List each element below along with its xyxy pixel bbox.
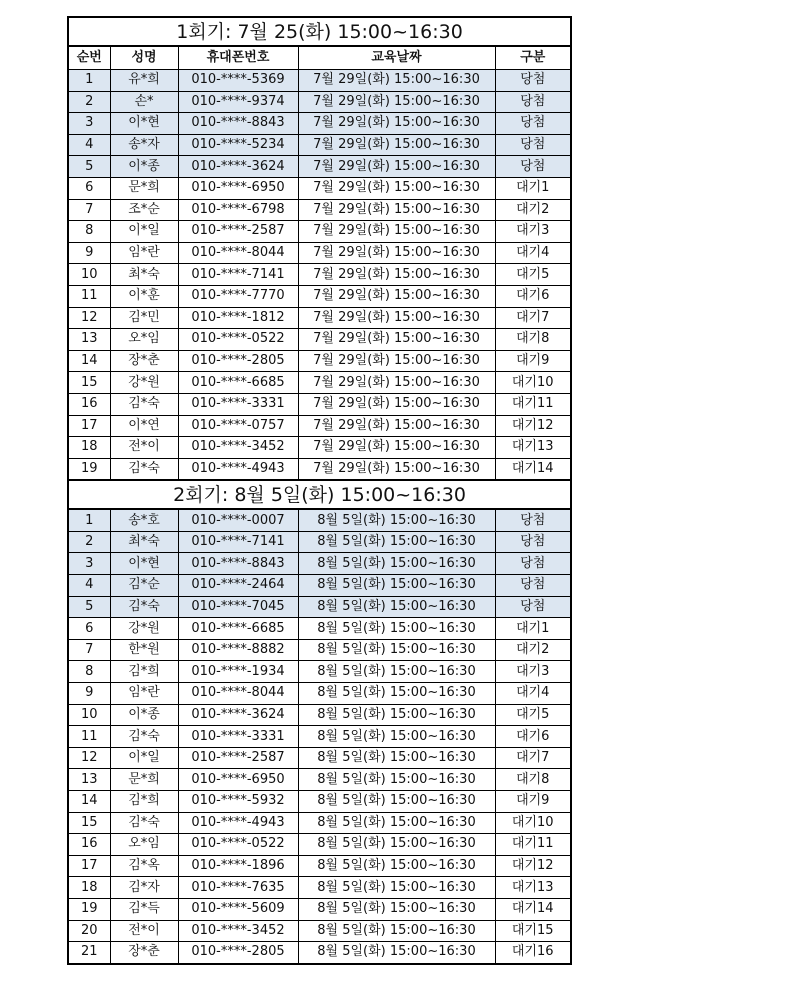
phone-cell: 010-****-8044 bbox=[178, 242, 298, 264]
status-cell: 대기12 bbox=[495, 415, 571, 437]
phone-cell: 010-****-7045 bbox=[178, 596, 298, 618]
row-number-cell: 19 bbox=[68, 458, 110, 480]
session-title: 2회기: 8월 5일(화) 15:00~16:30 bbox=[68, 480, 571, 509]
date-cell: 7월 29일(화) 15:00~16:30 bbox=[298, 437, 495, 459]
status-cell: 대기14 bbox=[495, 898, 571, 920]
row-number-cell: 16 bbox=[68, 834, 110, 856]
row-number-cell: 9 bbox=[68, 242, 110, 264]
status-cell: 당첨 bbox=[495, 113, 571, 135]
status-cell: 대기3 bbox=[495, 661, 571, 683]
phone-cell: 010-****-6685 bbox=[178, 618, 298, 640]
table-row bbox=[68, 372, 571, 394]
table-row bbox=[68, 177, 571, 199]
table-row bbox=[68, 91, 571, 113]
table-row bbox=[68, 393, 571, 415]
table-row bbox=[68, 437, 571, 459]
name-cell: 최*숙 bbox=[110, 531, 178, 553]
name-cell: 이*종 bbox=[110, 156, 178, 178]
date-cell: 7월 29일(화) 15:00~16:30 bbox=[298, 242, 495, 264]
date-cell: 8월 5일(화) 15:00~16:30 bbox=[298, 639, 495, 661]
phone-cell: 010-****-6950 bbox=[178, 177, 298, 199]
name-cell: 문*희 bbox=[110, 177, 178, 199]
table-row bbox=[68, 242, 571, 264]
status-cell: 대기11 bbox=[495, 834, 571, 856]
phone-cell: 010-****-0522 bbox=[178, 834, 298, 856]
row-number-cell: 6 bbox=[68, 177, 110, 199]
status-cell: 대기11 bbox=[495, 393, 571, 415]
session-title-row bbox=[68, 480, 571, 509]
table-row bbox=[68, 834, 571, 856]
status-cell: 당첨 bbox=[495, 134, 571, 156]
table-row bbox=[68, 769, 571, 791]
name-cell: 김*옥 bbox=[110, 855, 178, 877]
date-cell: 8월 5일(화) 15:00~16:30 bbox=[298, 834, 495, 856]
status-cell: 대기15 bbox=[495, 920, 571, 942]
date-cell: 7월 29일(화) 15:00~16:30 bbox=[298, 329, 495, 351]
name-cell: 김*자 bbox=[110, 877, 178, 899]
table-row bbox=[68, 113, 571, 135]
name-cell: 조*순 bbox=[110, 199, 178, 221]
phone-cell: 010-****-7635 bbox=[178, 877, 298, 899]
name-cell: 손* bbox=[110, 91, 178, 113]
status-cell: 대기9 bbox=[495, 350, 571, 372]
status-cell: 대기16 bbox=[495, 942, 571, 964]
name-cell: 이*일 bbox=[110, 747, 178, 769]
phone-cell: 010-****-2587 bbox=[178, 747, 298, 769]
phone-cell: 010-****-4943 bbox=[178, 458, 298, 480]
name-cell: 이*종 bbox=[110, 704, 178, 726]
row-number-cell: 19 bbox=[68, 898, 110, 920]
header-row bbox=[68, 46, 571, 70]
date-cell: 7월 29일(화) 15:00~16:30 bbox=[298, 91, 495, 113]
table-row bbox=[68, 531, 571, 553]
row-number-cell: 11 bbox=[68, 726, 110, 748]
phone-cell: 010-****-0522 bbox=[178, 329, 298, 351]
column-header: 휴대폰번호 bbox=[178, 46, 298, 70]
table-row bbox=[68, 509, 571, 531]
row-number-cell: 12 bbox=[68, 307, 110, 329]
row-number-cell: 17 bbox=[68, 415, 110, 437]
date-cell: 8월 5일(화) 15:00~16:30 bbox=[298, 596, 495, 618]
name-cell: 이*연 bbox=[110, 415, 178, 437]
name-cell: 김*민 bbox=[110, 307, 178, 329]
name-cell: 김*숙 bbox=[110, 393, 178, 415]
date-cell: 7월 29일(화) 15:00~16:30 bbox=[298, 199, 495, 221]
row-number-cell: 18 bbox=[68, 437, 110, 459]
table-row bbox=[68, 458, 571, 480]
row-number-cell: 14 bbox=[68, 350, 110, 372]
name-cell: 강*원 bbox=[110, 372, 178, 394]
table-row bbox=[68, 639, 571, 661]
phone-cell: 010-****-2464 bbox=[178, 575, 298, 597]
row-number-cell: 6 bbox=[68, 618, 110, 640]
row-number-cell: 1 bbox=[68, 509, 110, 531]
table-row bbox=[68, 307, 571, 329]
phone-cell: 010-****-9374 bbox=[178, 91, 298, 113]
table-row bbox=[68, 596, 571, 618]
table-row bbox=[68, 264, 571, 286]
status-cell: 대기6 bbox=[495, 285, 571, 307]
date-cell: 7월 29일(화) 15:00~16:30 bbox=[298, 134, 495, 156]
table-row bbox=[68, 942, 571, 964]
status-cell: 당첨 bbox=[495, 91, 571, 113]
date-cell: 8월 5일(화) 15:00~16:30 bbox=[298, 812, 495, 834]
phone-cell: 010-****-0757 bbox=[178, 415, 298, 437]
column-header: 성명 bbox=[110, 46, 178, 70]
status-cell: 대기13 bbox=[495, 437, 571, 459]
name-cell: 김*숙 bbox=[110, 812, 178, 834]
row-number-cell: 5 bbox=[68, 596, 110, 618]
status-cell: 대기7 bbox=[495, 747, 571, 769]
session-title-row bbox=[68, 17, 571, 46]
phone-cell: 010-****-3452 bbox=[178, 920, 298, 942]
session-title: 1회기: 7월 25(화) 15:00~16:30 bbox=[68, 17, 571, 46]
row-number-cell: 8 bbox=[68, 661, 110, 683]
status-cell: 대기2 bbox=[495, 199, 571, 221]
table-row bbox=[68, 285, 571, 307]
row-number-cell: 10 bbox=[68, 264, 110, 286]
row-number-cell: 10 bbox=[68, 704, 110, 726]
date-cell: 8월 5일(화) 15:00~16:30 bbox=[298, 769, 495, 791]
phone-cell: 010-****-8843 bbox=[178, 113, 298, 135]
table-row bbox=[68, 199, 571, 221]
row-number-cell: 11 bbox=[68, 285, 110, 307]
status-cell: 당첨 bbox=[495, 596, 571, 618]
table-row bbox=[68, 704, 571, 726]
name-cell: 전*이 bbox=[110, 920, 178, 942]
row-number-cell: 15 bbox=[68, 372, 110, 394]
status-cell: 당첨 bbox=[495, 509, 571, 531]
date-cell: 7월 29일(화) 15:00~16:30 bbox=[298, 156, 495, 178]
name-cell: 오*임 bbox=[110, 329, 178, 351]
name-cell: 김*희 bbox=[110, 791, 178, 813]
phone-cell: 010-****-3331 bbox=[178, 726, 298, 748]
date-cell: 8월 5일(화) 15:00~16:30 bbox=[298, 726, 495, 748]
table-row bbox=[68, 575, 571, 597]
name-cell: 김*순 bbox=[110, 575, 178, 597]
table-row bbox=[68, 553, 571, 575]
name-cell: 이*현 bbox=[110, 553, 178, 575]
phone-cell: 010-****-3331 bbox=[178, 393, 298, 415]
table-row bbox=[68, 415, 571, 437]
status-cell: 대기5 bbox=[495, 704, 571, 726]
date-cell: 7월 29일(화) 15:00~16:30 bbox=[298, 285, 495, 307]
status-cell: 대기5 bbox=[495, 264, 571, 286]
phone-cell: 010-****-3624 bbox=[178, 156, 298, 178]
name-cell: 김*득 bbox=[110, 898, 178, 920]
name-cell: 전*이 bbox=[110, 437, 178, 459]
date-cell: 7월 29일(화) 15:00~16:30 bbox=[298, 372, 495, 394]
row-number-cell: 18 bbox=[68, 877, 110, 899]
date-cell: 7월 29일(화) 15:00~16:30 bbox=[298, 458, 495, 480]
status-cell: 대기1 bbox=[495, 177, 571, 199]
phone-cell: 010-****-4943 bbox=[178, 812, 298, 834]
phone-cell: 010-****-3452 bbox=[178, 437, 298, 459]
table-row bbox=[68, 661, 571, 683]
status-cell: 대기7 bbox=[495, 307, 571, 329]
row-number-cell: 2 bbox=[68, 531, 110, 553]
table-body bbox=[68, 17, 571, 964]
phone-cell: 010-****-8882 bbox=[178, 639, 298, 661]
name-cell: 송*호 bbox=[110, 509, 178, 531]
name-cell: 김*희 bbox=[110, 661, 178, 683]
date-cell: 8월 5일(화) 15:00~16:30 bbox=[298, 509, 495, 531]
row-number-cell: 20 bbox=[68, 920, 110, 942]
status-cell: 대기4 bbox=[495, 242, 571, 264]
row-number-cell: 2 bbox=[68, 91, 110, 113]
phone-cell: 010-****-3624 bbox=[178, 704, 298, 726]
name-cell: 임*란 bbox=[110, 242, 178, 264]
status-cell: 대기12 bbox=[495, 855, 571, 877]
date-cell: 7월 29일(화) 15:00~16:30 bbox=[298, 415, 495, 437]
phone-cell: 010-****-2587 bbox=[178, 221, 298, 243]
date-cell: 7월 29일(화) 15:00~16:30 bbox=[298, 113, 495, 135]
table-row bbox=[68, 747, 571, 769]
row-number-cell: 4 bbox=[68, 575, 110, 597]
row-number-cell: 9 bbox=[68, 683, 110, 705]
date-cell: 8월 5일(화) 15:00~16:30 bbox=[298, 531, 495, 553]
date-cell: 7월 29일(화) 15:00~16:30 bbox=[298, 307, 495, 329]
status-cell: 대기2 bbox=[495, 639, 571, 661]
phone-cell: 010-****-0007 bbox=[178, 509, 298, 531]
status-cell: 대기8 bbox=[495, 769, 571, 791]
row-number-cell: 14 bbox=[68, 791, 110, 813]
phone-cell: 010-****-7141 bbox=[178, 531, 298, 553]
table-row bbox=[68, 618, 571, 640]
status-cell: 대기14 bbox=[495, 458, 571, 480]
name-cell: 문*희 bbox=[110, 769, 178, 791]
status-cell: 대기10 bbox=[495, 372, 571, 394]
status-cell: 당첨 bbox=[495, 553, 571, 575]
status-cell: 당첨 bbox=[495, 156, 571, 178]
table-row bbox=[68, 156, 571, 178]
row-number-cell: 13 bbox=[68, 769, 110, 791]
name-cell: 유*희 bbox=[110, 70, 178, 92]
phone-cell: 010-****-1934 bbox=[178, 661, 298, 683]
row-number-cell: 4 bbox=[68, 134, 110, 156]
date-cell: 8월 5일(화) 15:00~16:30 bbox=[298, 683, 495, 705]
status-cell: 당첨 bbox=[495, 531, 571, 553]
name-cell: 강*원 bbox=[110, 618, 178, 640]
status-cell: 대기1 bbox=[495, 618, 571, 640]
lottery-result-table bbox=[67, 16, 572, 965]
phone-cell: 010-****-5609 bbox=[178, 898, 298, 920]
table-row bbox=[68, 683, 571, 705]
row-number-cell: 3 bbox=[68, 113, 110, 135]
column-header: 순번 bbox=[68, 46, 110, 70]
phone-cell: 010-****-6685 bbox=[178, 372, 298, 394]
status-cell: 대기3 bbox=[495, 221, 571, 243]
date-cell: 8월 5일(화) 15:00~16:30 bbox=[298, 898, 495, 920]
row-number-cell: 3 bbox=[68, 553, 110, 575]
name-cell: 김*숙 bbox=[110, 596, 178, 618]
phone-cell: 010-****-2805 bbox=[178, 350, 298, 372]
row-number-cell: 17 bbox=[68, 855, 110, 877]
date-cell: 7월 29일(화) 15:00~16:30 bbox=[298, 177, 495, 199]
date-cell: 7월 29일(화) 15:00~16:30 bbox=[298, 393, 495, 415]
table-row bbox=[68, 898, 571, 920]
date-cell: 8월 5일(화) 15:00~16:30 bbox=[298, 791, 495, 813]
row-number-cell: 7 bbox=[68, 639, 110, 661]
phone-cell: 010-****-7770 bbox=[178, 285, 298, 307]
date-cell: 8월 5일(화) 15:00~16:30 bbox=[298, 747, 495, 769]
date-cell: 8월 5일(화) 15:00~16:30 bbox=[298, 618, 495, 640]
date-cell: 7월 29일(화) 15:00~16:30 bbox=[298, 221, 495, 243]
name-cell: 임*란 bbox=[110, 683, 178, 705]
row-number-cell: 12 bbox=[68, 747, 110, 769]
date-cell: 8월 5일(화) 15:00~16:30 bbox=[298, 877, 495, 899]
phone-cell: 010-****-2805 bbox=[178, 942, 298, 964]
row-number-cell: 13 bbox=[68, 329, 110, 351]
table-row bbox=[68, 350, 571, 372]
date-cell: 7월 29일(화) 15:00~16:30 bbox=[298, 264, 495, 286]
row-number-cell: 5 bbox=[68, 156, 110, 178]
row-number-cell: 8 bbox=[68, 221, 110, 243]
date-cell: 8월 5일(화) 15:00~16:30 bbox=[298, 920, 495, 942]
phone-cell: 010-****-8044 bbox=[178, 683, 298, 705]
table-row bbox=[68, 70, 571, 92]
date-cell: 8월 5일(화) 15:00~16:30 bbox=[298, 661, 495, 683]
status-cell: 대기10 bbox=[495, 812, 571, 834]
table-row bbox=[68, 329, 571, 351]
row-number-cell: 15 bbox=[68, 812, 110, 834]
phone-cell: 010-****-8843 bbox=[178, 553, 298, 575]
status-cell: 대기8 bbox=[495, 329, 571, 351]
date-cell: 8월 5일(화) 15:00~16:30 bbox=[298, 855, 495, 877]
date-cell: 8월 5일(화) 15:00~16:30 bbox=[298, 704, 495, 726]
name-cell: 이*현 bbox=[110, 113, 178, 135]
table-row bbox=[68, 855, 571, 877]
status-cell: 대기6 bbox=[495, 726, 571, 748]
name-cell: 이*훈 bbox=[110, 285, 178, 307]
status-cell: 당첨 bbox=[495, 70, 571, 92]
column-header: 교육날짜 bbox=[298, 46, 495, 70]
row-number-cell: 7 bbox=[68, 199, 110, 221]
date-cell: 8월 5일(화) 15:00~16:30 bbox=[298, 575, 495, 597]
phone-cell: 010-****-5932 bbox=[178, 791, 298, 813]
name-cell: 장*춘 bbox=[110, 942, 178, 964]
table-row bbox=[68, 134, 571, 156]
date-cell: 8월 5일(화) 15:00~16:30 bbox=[298, 553, 495, 575]
status-cell: 대기4 bbox=[495, 683, 571, 705]
phone-cell: 010-****-5369 bbox=[178, 70, 298, 92]
column-header: 구분 bbox=[495, 46, 571, 70]
date-cell: 7월 29일(화) 15:00~16:30 bbox=[298, 70, 495, 92]
table-row bbox=[68, 221, 571, 243]
date-cell: 7월 29일(화) 15:00~16:30 bbox=[298, 350, 495, 372]
name-cell: 최*숙 bbox=[110, 264, 178, 286]
table-row bbox=[68, 920, 571, 942]
phone-cell: 010-****-1812 bbox=[178, 307, 298, 329]
status-cell: 대기9 bbox=[495, 791, 571, 813]
name-cell: 장*춘 bbox=[110, 350, 178, 372]
status-cell: 당첨 bbox=[495, 575, 571, 597]
phone-cell: 010-****-6798 bbox=[178, 199, 298, 221]
status-cell: 대기13 bbox=[495, 877, 571, 899]
phone-cell: 010-****-1896 bbox=[178, 855, 298, 877]
phone-cell: 010-****-7141 bbox=[178, 264, 298, 286]
row-number-cell: 16 bbox=[68, 393, 110, 415]
name-cell: 김*숙 bbox=[110, 458, 178, 480]
table-row bbox=[68, 812, 571, 834]
row-number-cell: 21 bbox=[68, 942, 110, 964]
name-cell: 오*임 bbox=[110, 834, 178, 856]
table-row bbox=[68, 791, 571, 813]
date-cell: 8월 5일(화) 15:00~16:30 bbox=[298, 942, 495, 964]
phone-cell: 010-****-5234 bbox=[178, 134, 298, 156]
table-row bbox=[68, 726, 571, 748]
name-cell: 송*자 bbox=[110, 134, 178, 156]
row-number-cell: 1 bbox=[68, 70, 110, 92]
name-cell: 김*숙 bbox=[110, 726, 178, 748]
name-cell: 한*원 bbox=[110, 639, 178, 661]
name-cell: 이*일 bbox=[110, 221, 178, 243]
phone-cell: 010-****-6950 bbox=[178, 769, 298, 791]
table-row bbox=[68, 877, 571, 899]
